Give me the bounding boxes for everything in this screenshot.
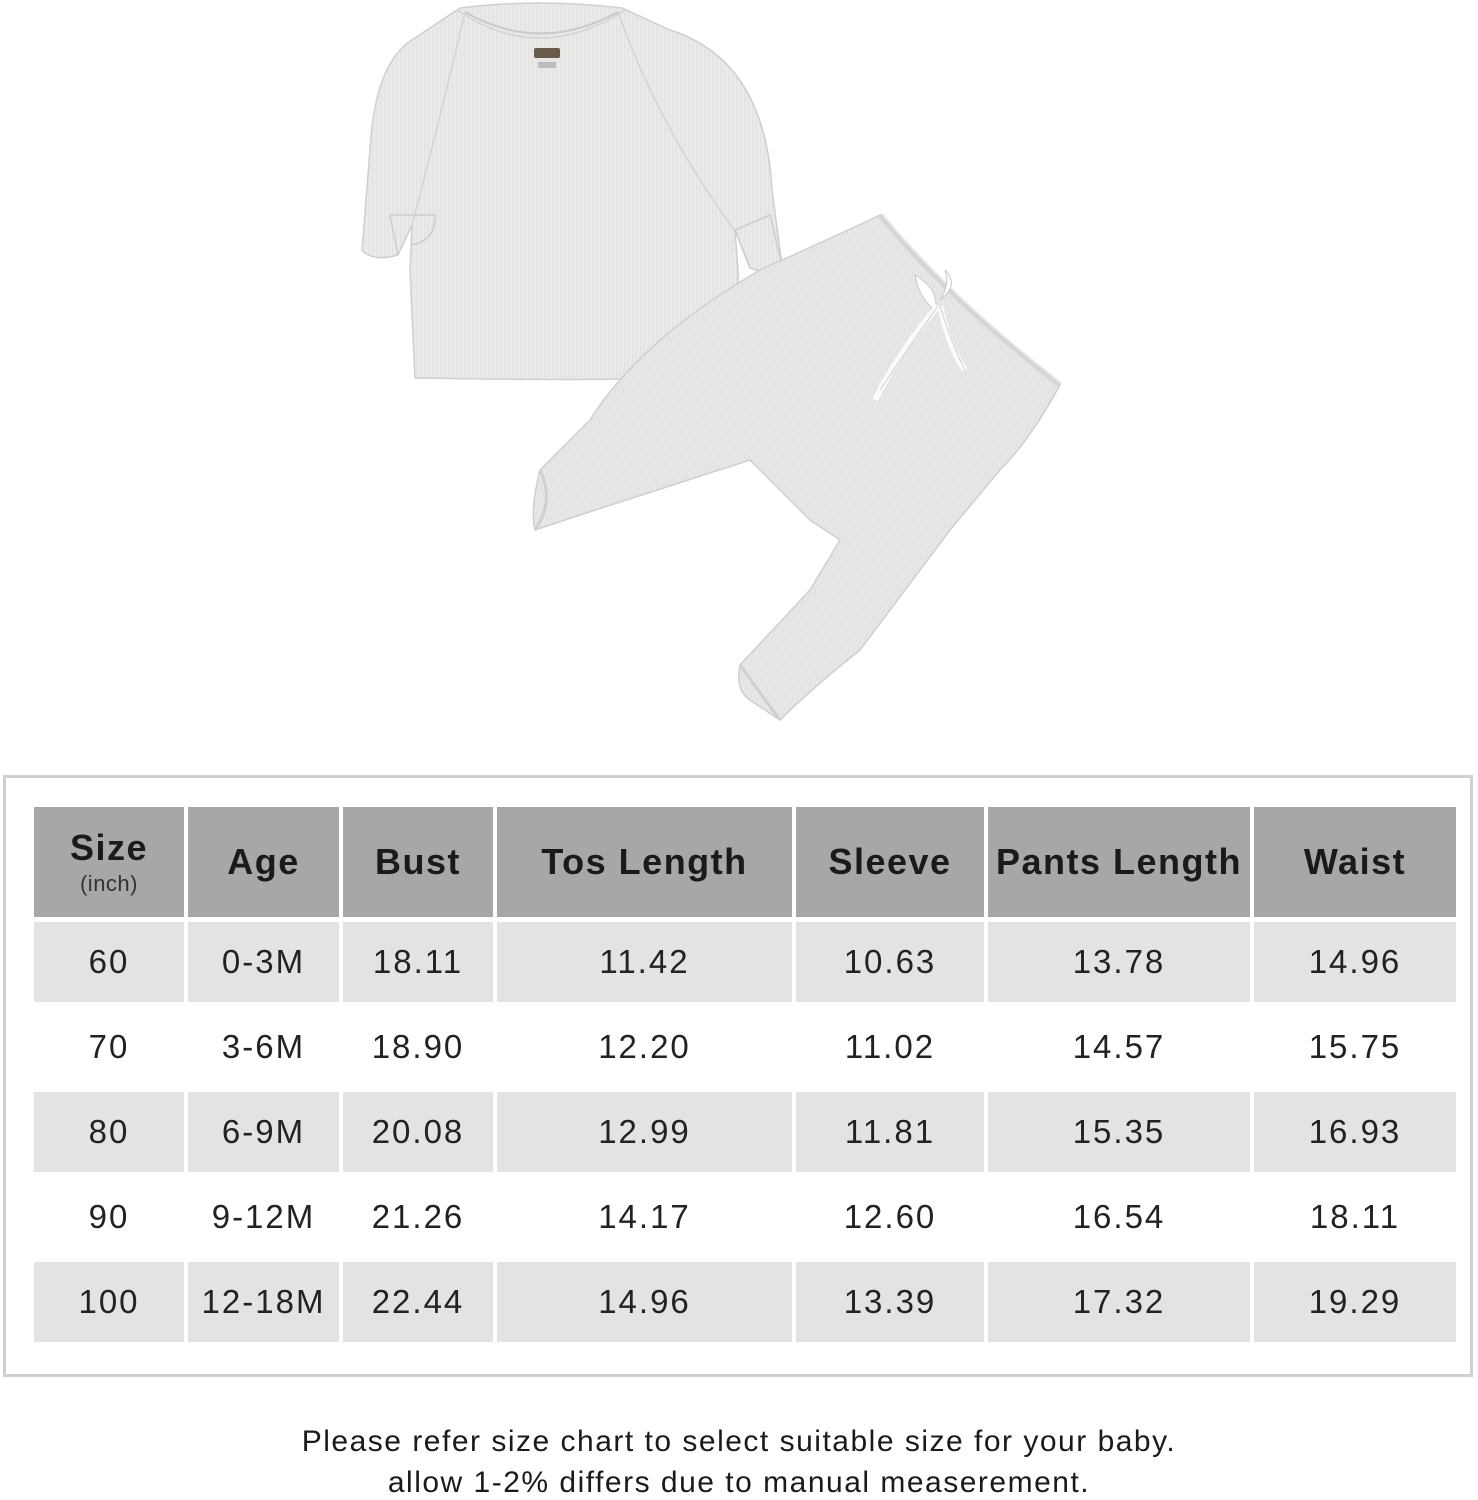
cell-sleeve: 12.60 — [796, 1177, 984, 1257]
cell-bust: 20.08 — [343, 1092, 493, 1172]
table-row — [34, 1007, 1456, 1087]
cell-tops-length: 12.99 — [497, 1092, 792, 1172]
table-row — [34, 922, 1456, 1002]
cell-size: 90 — [34, 1177, 184, 1257]
cell-age: 0-3M — [188, 922, 339, 1002]
cell-waist: 15.75 — [1254, 1007, 1456, 1087]
cell-age: 12-18M — [188, 1262, 339, 1342]
product-image — [340, 0, 1080, 770]
cell-sleeve: 13.39 — [796, 1262, 984, 1342]
header-age: Age — [188, 807, 339, 917]
cell-size: 80 — [34, 1092, 184, 1172]
cell-waist: 18.11 — [1254, 1177, 1456, 1257]
cell-sleeve: 10.63 — [796, 922, 984, 1002]
size-chart-frame — [3, 775, 1473, 1377]
cell-age: 3-6M — [188, 1007, 339, 1087]
cell-waist: 16.93 — [1254, 1092, 1456, 1172]
cell-tops-length: 11.42 — [497, 922, 792, 1002]
cell-tops-length: 14.17 — [497, 1177, 792, 1257]
outfit-illustration — [340, 0, 1080, 770]
cell-size: 60 — [34, 922, 184, 1002]
cell-age: 6-9M — [188, 1092, 339, 1172]
cell-sleeve: 11.02 — [796, 1007, 984, 1087]
header-bust: Bust — [343, 807, 493, 917]
cell-pants-length: 17.32 — [988, 1262, 1250, 1342]
header-waist: Waist — [1254, 807, 1456, 917]
cell-pants-length: 16.54 — [988, 1177, 1250, 1257]
size-chart-table — [30, 802, 1460, 1347]
cell-age: 9-12M — [188, 1177, 339, 1257]
header-size: Size (inch) — [34, 807, 184, 917]
cell-pants-length: 13.78 — [988, 922, 1250, 1002]
size-chart-header-row — [34, 807, 1456, 917]
cell-tops-length: 12.20 — [497, 1007, 792, 1087]
header-sleeve: Sleeve — [796, 807, 984, 917]
table-row — [34, 1092, 1456, 1172]
cell-waist: 14.96 — [1254, 922, 1456, 1002]
cell-tops-length: 14.96 — [497, 1262, 792, 1342]
size-note-line-2: allow 1-2% differs due to manual measerement. — [387, 1466, 1091, 1499]
header-size-unit: (inch) — [79, 871, 138, 896]
cell-size: 100 — [34, 1262, 184, 1342]
cell-bust: 22.44 — [343, 1262, 493, 1342]
table-row — [34, 1262, 1456, 1342]
cell-bust: 18.90 — [343, 1007, 493, 1087]
cell-bust: 21.26 — [343, 1177, 493, 1257]
cell-bust: 18.11 — [343, 922, 493, 1002]
cell-pants-length: 15.35 — [988, 1092, 1250, 1172]
cell-size: 70 — [34, 1007, 184, 1087]
cell-sleeve: 11.81 — [796, 1092, 984, 1172]
header-pants-length: Pants Length — [988, 807, 1250, 917]
cell-pants-length: 14.57 — [988, 1007, 1250, 1087]
table-row — [34, 1177, 1456, 1257]
size-note-line-1: Please refer size chart to select suitable size for your baby. — [301, 1425, 1177, 1458]
header-tops-length: Tos Length — [497, 807, 792, 917]
cell-waist: 19.29 — [1254, 1262, 1456, 1342]
